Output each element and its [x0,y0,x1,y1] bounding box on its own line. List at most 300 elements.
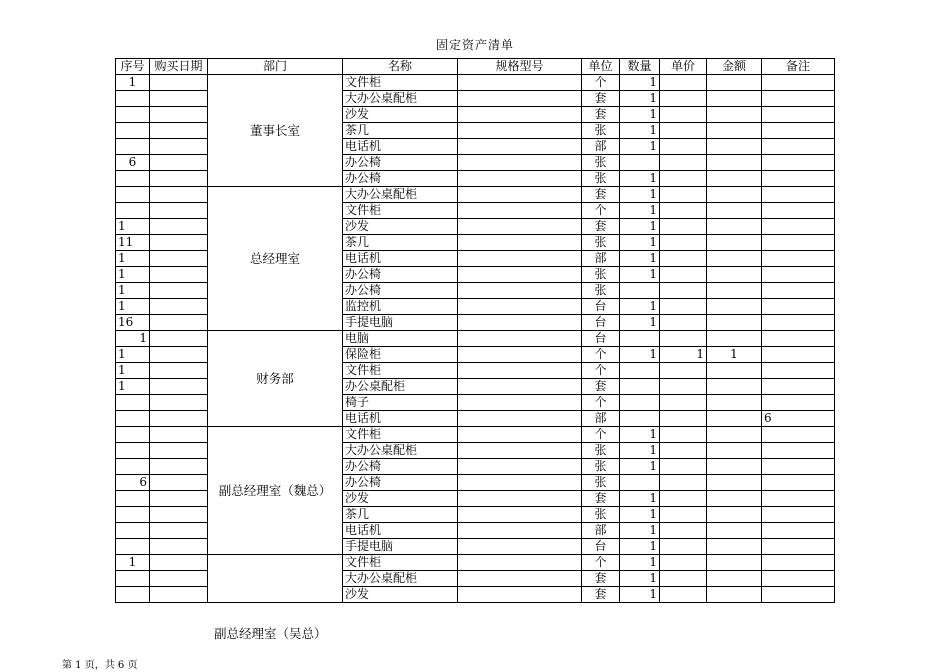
cell-unit: 部 [582,523,620,539]
table-row [116,555,835,571]
asset-table [115,58,835,603]
cell-unit: 套 [582,587,620,603]
cell-spec [458,347,582,363]
cell-spec [458,155,582,171]
cell-date [150,475,208,491]
cell-qty [620,395,660,411]
cell-qty: 1 [620,523,660,539]
cell-seq [116,411,150,427]
dept-cell: 副总经理室（魏总） [208,427,343,555]
cell-spec [458,331,582,347]
cell-unit: 台 [582,299,620,315]
cell-date [150,251,208,267]
cell-note [762,283,835,299]
header-name: 名称 [343,59,458,75]
cell-seq: 1 [116,347,150,363]
header-row [116,59,835,75]
cell-price [660,475,707,491]
cell-unit: 张 [582,459,620,475]
cell-note [762,507,835,523]
cell-amount [707,555,762,571]
cell-amount [707,539,762,555]
cell-qty: 1 [620,507,660,523]
header-qty: 数量 [620,59,660,75]
cell-note [762,459,835,475]
cell-amount [707,331,762,347]
cell-date [150,539,208,555]
cell-name: 沙发 [343,219,458,235]
cell-date [150,443,208,459]
cell-note [762,427,835,443]
dept-label-wu: 副总经理室（吴总） [214,626,327,641]
cell-name: 电话机 [343,411,458,427]
cell-price [660,75,707,91]
cell-seq: 11 [116,235,150,251]
cell-spec [458,283,582,299]
cell-spec [458,475,582,491]
cell-amount [707,587,762,603]
cell-date [150,395,208,411]
cell-name: 电话机 [343,523,458,539]
cell-qty: 1 [620,299,660,315]
cell-qty: 1 [620,107,660,123]
cell-spec [458,219,582,235]
header-unit: 单位 [582,59,620,75]
cell-note [762,139,835,155]
cell-date [150,379,208,395]
cell-seq [116,123,150,139]
cell-date [150,123,208,139]
dept-cell: 总经理室 [208,187,343,331]
cell-seq [116,587,150,603]
cell-price [660,315,707,331]
cell-price [660,363,707,379]
cell-seq: 6 [116,475,150,491]
cell-seq [116,427,150,443]
cell-qty [620,363,660,379]
cell-date [150,91,208,107]
cell-name: 文件柜 [343,363,458,379]
cell-price [660,539,707,555]
page-footer: 第 1 页，共 6 页 [62,660,138,671]
cell-name: 手提电脑 [343,539,458,555]
cell-amount [707,139,762,155]
cell-qty: 1 [620,187,660,203]
cell-unit: 台 [582,331,620,347]
cell-seq: 1 [116,219,150,235]
cell-unit: 套 [582,91,620,107]
cell-amount: 1 [707,347,762,363]
cell-price [660,395,707,411]
header-note: 备注 [762,59,835,75]
cell-amount [707,75,762,91]
cell-amount [707,235,762,251]
cell-amount [707,315,762,331]
cell-price [660,203,707,219]
sheet-title: 固定资产清单 [435,38,514,52]
cell-seq: 1 [116,283,150,299]
cell-note [762,155,835,171]
header-spec: 规格型号 [458,59,582,75]
cell-date [150,555,208,571]
cell-qty: 1 [620,123,660,139]
cell-name: 大办公桌配柜 [343,187,458,203]
cell-unit: 张 [582,443,620,459]
cell-amount [707,203,762,219]
cell-amount [707,507,762,523]
cell-seq: 1 [116,555,150,571]
cell-note [762,203,835,219]
cell-name: 沙发 [343,587,458,603]
cell-date [150,235,208,251]
cell-unit: 套 [582,491,620,507]
table-row [116,427,835,443]
cell-amount [707,411,762,427]
cell-name: 电脑 [343,331,458,347]
cell-seq [116,443,150,459]
cell-unit: 套 [582,219,620,235]
cell-unit: 张 [582,475,620,491]
cell-seq [116,523,150,539]
cell-spec [458,139,582,155]
cell-spec [458,363,582,379]
cell-spec [458,443,582,459]
cell-unit: 个 [582,75,620,91]
cell-date [150,491,208,507]
cell-amount [707,91,762,107]
cell-date [150,331,208,347]
cell-price [660,507,707,523]
cell-name: 电话机 [343,139,458,155]
cell-price [660,331,707,347]
cell-amount [707,219,762,235]
cell-seq: 16 [116,315,150,331]
cell-name: 保险柜 [343,347,458,363]
cell-date [150,75,208,91]
table-body [116,75,835,603]
cell-date [150,411,208,427]
cell-price [660,299,707,315]
cell-note [762,539,835,555]
dept-cell [208,555,343,603]
cell-note [762,443,835,459]
cell-spec [458,571,582,587]
cell-price [660,139,707,155]
cell-name: 办公椅 [343,171,458,187]
cell-name: 办公椅 [343,155,458,171]
cell-unit: 台 [582,539,620,555]
cell-price [660,91,707,107]
cell-amount [707,283,762,299]
cell-amount [707,459,762,475]
cell-unit: 套 [582,571,620,587]
cell-amount [707,299,762,315]
cell-seq: 1 [116,75,150,91]
cell-name: 沙发 [343,491,458,507]
cell-note [762,491,835,507]
cell-amount [707,571,762,587]
cell-spec [458,123,582,139]
cell-price [660,155,707,171]
cell-price [660,219,707,235]
cell-name: 手提电脑 [343,315,458,331]
table-row [116,187,835,203]
cell-spec [458,299,582,315]
cell-note [762,475,835,491]
cell-spec [458,203,582,219]
cell-qty: 1 [620,459,660,475]
cell-spec [458,411,582,427]
cell-spec [458,491,582,507]
cell-amount [707,475,762,491]
cell-seq [116,395,150,411]
cell-unit: 个 [582,363,620,379]
cell-seq: 1 [116,363,150,379]
cell-seq: 1 [116,267,150,283]
cell-qty: 1 [620,171,660,187]
cell-qty: 1 [620,491,660,507]
cell-spec [458,379,582,395]
cell-seq [116,107,150,123]
cell-date [150,203,208,219]
cell-name: 文件柜 [343,427,458,443]
header-dept: 部门 [208,59,343,75]
header-date: 购买日期 [150,59,208,75]
cell-spec [458,171,582,187]
cell-note [762,395,835,411]
cell-unit: 张 [582,507,620,523]
cell-seq: 1 [116,251,150,267]
cell-amount [707,443,762,459]
cell-amount [707,267,762,283]
cell-unit: 张 [582,267,620,283]
cell-date [150,283,208,299]
cell-spec [458,507,582,523]
cell-qty [620,379,660,395]
cell-note [762,331,835,347]
cell-date [150,427,208,443]
cell-amount [707,427,762,443]
cell-amount [707,379,762,395]
cell-spec [458,587,582,603]
cell-qty: 1 [620,587,660,603]
header-price: 单价 [660,59,707,75]
cell-name: 大办公桌配柜 [343,443,458,459]
cell-date [150,315,208,331]
cell-qty: 1 [620,203,660,219]
cell-name: 电话机 [343,251,458,267]
cell-qty: 1 [620,91,660,107]
cell-note [762,267,835,283]
cell-amount [707,491,762,507]
cell-unit: 张 [582,171,620,187]
cell-unit: 套 [582,379,620,395]
cell-date [150,459,208,475]
cell-price [660,411,707,427]
cell-spec [458,251,582,267]
cell-name: 监控机 [343,299,458,315]
cell-seq: 6 [116,155,150,171]
cell-date [150,155,208,171]
cell-seq: 1 [116,331,150,347]
cell-name: 文件柜 [343,555,458,571]
cell-note [762,347,835,363]
cell-name: 大办公桌配柜 [343,571,458,587]
cell-date [150,571,208,587]
cell-unit: 张 [582,283,620,299]
cell-date [150,219,208,235]
cell-seq: 1 [116,379,150,395]
cell-qty [620,411,660,427]
cell-qty: 1 [620,427,660,443]
cell-name: 茶几 [343,235,458,251]
cell-seq [116,491,150,507]
cell-qty: 1 [620,539,660,555]
cell-spec [458,107,582,123]
cell-spec [458,267,582,283]
cell-spec [458,91,582,107]
cell-qty: 1 [620,571,660,587]
cell-price [660,587,707,603]
cell-seq [116,171,150,187]
cell-seq [116,139,150,155]
cell-name: 办公桌配柜 [343,379,458,395]
cell-name: 茶几 [343,123,458,139]
cell-spec [458,395,582,411]
cell-qty: 1 [620,315,660,331]
cell-date [150,507,208,523]
cell-qty: 1 [620,251,660,267]
cell-note [762,107,835,123]
cell-qty: 1 [620,75,660,91]
cell-name: 大办公桌配柜 [343,91,458,107]
cell-note [762,187,835,203]
cell-price [660,491,707,507]
cell-price: 1 [660,347,707,363]
cell-spec [458,235,582,251]
cell-date [150,587,208,603]
cell-unit: 个 [582,555,620,571]
cell-price [660,427,707,443]
cell-price [660,123,707,139]
cell-price [660,459,707,475]
cell-date [150,347,208,363]
cell-price [660,267,707,283]
cell-price [660,107,707,123]
cell-name: 椅子 [343,395,458,411]
dept-cell: 董事长室 [208,75,343,187]
cell-qty: 1 [620,555,660,571]
cell-spec [458,539,582,555]
cell-amount [707,123,762,139]
cell-name: 文件柜 [343,75,458,91]
cell-spec [458,555,582,571]
cell-name: 办公椅 [343,267,458,283]
cell-amount [707,171,762,187]
cell-date [150,267,208,283]
cell-qty: 1 [620,443,660,459]
cell-amount [707,395,762,411]
cell-price [660,443,707,459]
cell-note [762,123,835,139]
cell-note [762,587,835,603]
cell-date [150,139,208,155]
cell-date [150,299,208,315]
cell-date [150,523,208,539]
cell-note [762,251,835,267]
cell-date [150,187,208,203]
cell-seq [116,187,150,203]
cell-unit: 个 [582,347,620,363]
cell-spec [458,427,582,443]
cell-qty: 1 [620,347,660,363]
cell-amount [707,107,762,123]
cell-unit: 张 [582,155,620,171]
cell-unit: 部 [582,411,620,427]
cell-price [660,171,707,187]
cell-seq [116,507,150,523]
cell-spec [458,187,582,203]
cell-unit: 个 [582,203,620,219]
cell-name: 办公椅 [343,459,458,475]
cell-unit: 部 [582,251,620,267]
cell-note [762,523,835,539]
cell-seq [116,91,150,107]
cell-spec [458,315,582,331]
cell-name: 沙发 [343,107,458,123]
cell-amount [707,155,762,171]
cell-unit: 套 [582,107,620,123]
cell-qty [620,283,660,299]
cell-qty: 1 [620,139,660,155]
cell-note [762,91,835,107]
cell-amount [707,523,762,539]
cell-qty [620,331,660,347]
cell-amount [707,251,762,267]
cell-unit: 个 [582,395,620,411]
cell-unit: 张 [582,123,620,139]
cell-qty [620,155,660,171]
cell-name: 办公椅 [343,283,458,299]
cell-spec [458,459,582,475]
cell-name: 文件柜 [343,203,458,219]
header-seq: 序号 [116,59,150,75]
cell-price [660,283,707,299]
cell-seq: 1 [116,299,150,315]
cell-price [660,187,707,203]
cell-note [762,363,835,379]
cell-name: 办公椅 [343,475,458,491]
cell-note [762,75,835,91]
cell-qty [620,475,660,491]
cell-note [762,235,835,251]
cell-note [762,379,835,395]
cell-price [660,235,707,251]
header-amount: 金额 [707,59,762,75]
cell-price [660,251,707,267]
cell-note [762,299,835,315]
cell-unit: 部 [582,139,620,155]
cell-qty: 1 [620,267,660,283]
cell-unit: 个 [582,427,620,443]
cell-spec [458,523,582,539]
cell-unit: 台 [582,315,620,331]
cell-price [660,571,707,587]
table-row [116,75,835,91]
cell-price [660,379,707,395]
dept-cell: 财务部 [208,331,343,427]
cell-date [150,171,208,187]
